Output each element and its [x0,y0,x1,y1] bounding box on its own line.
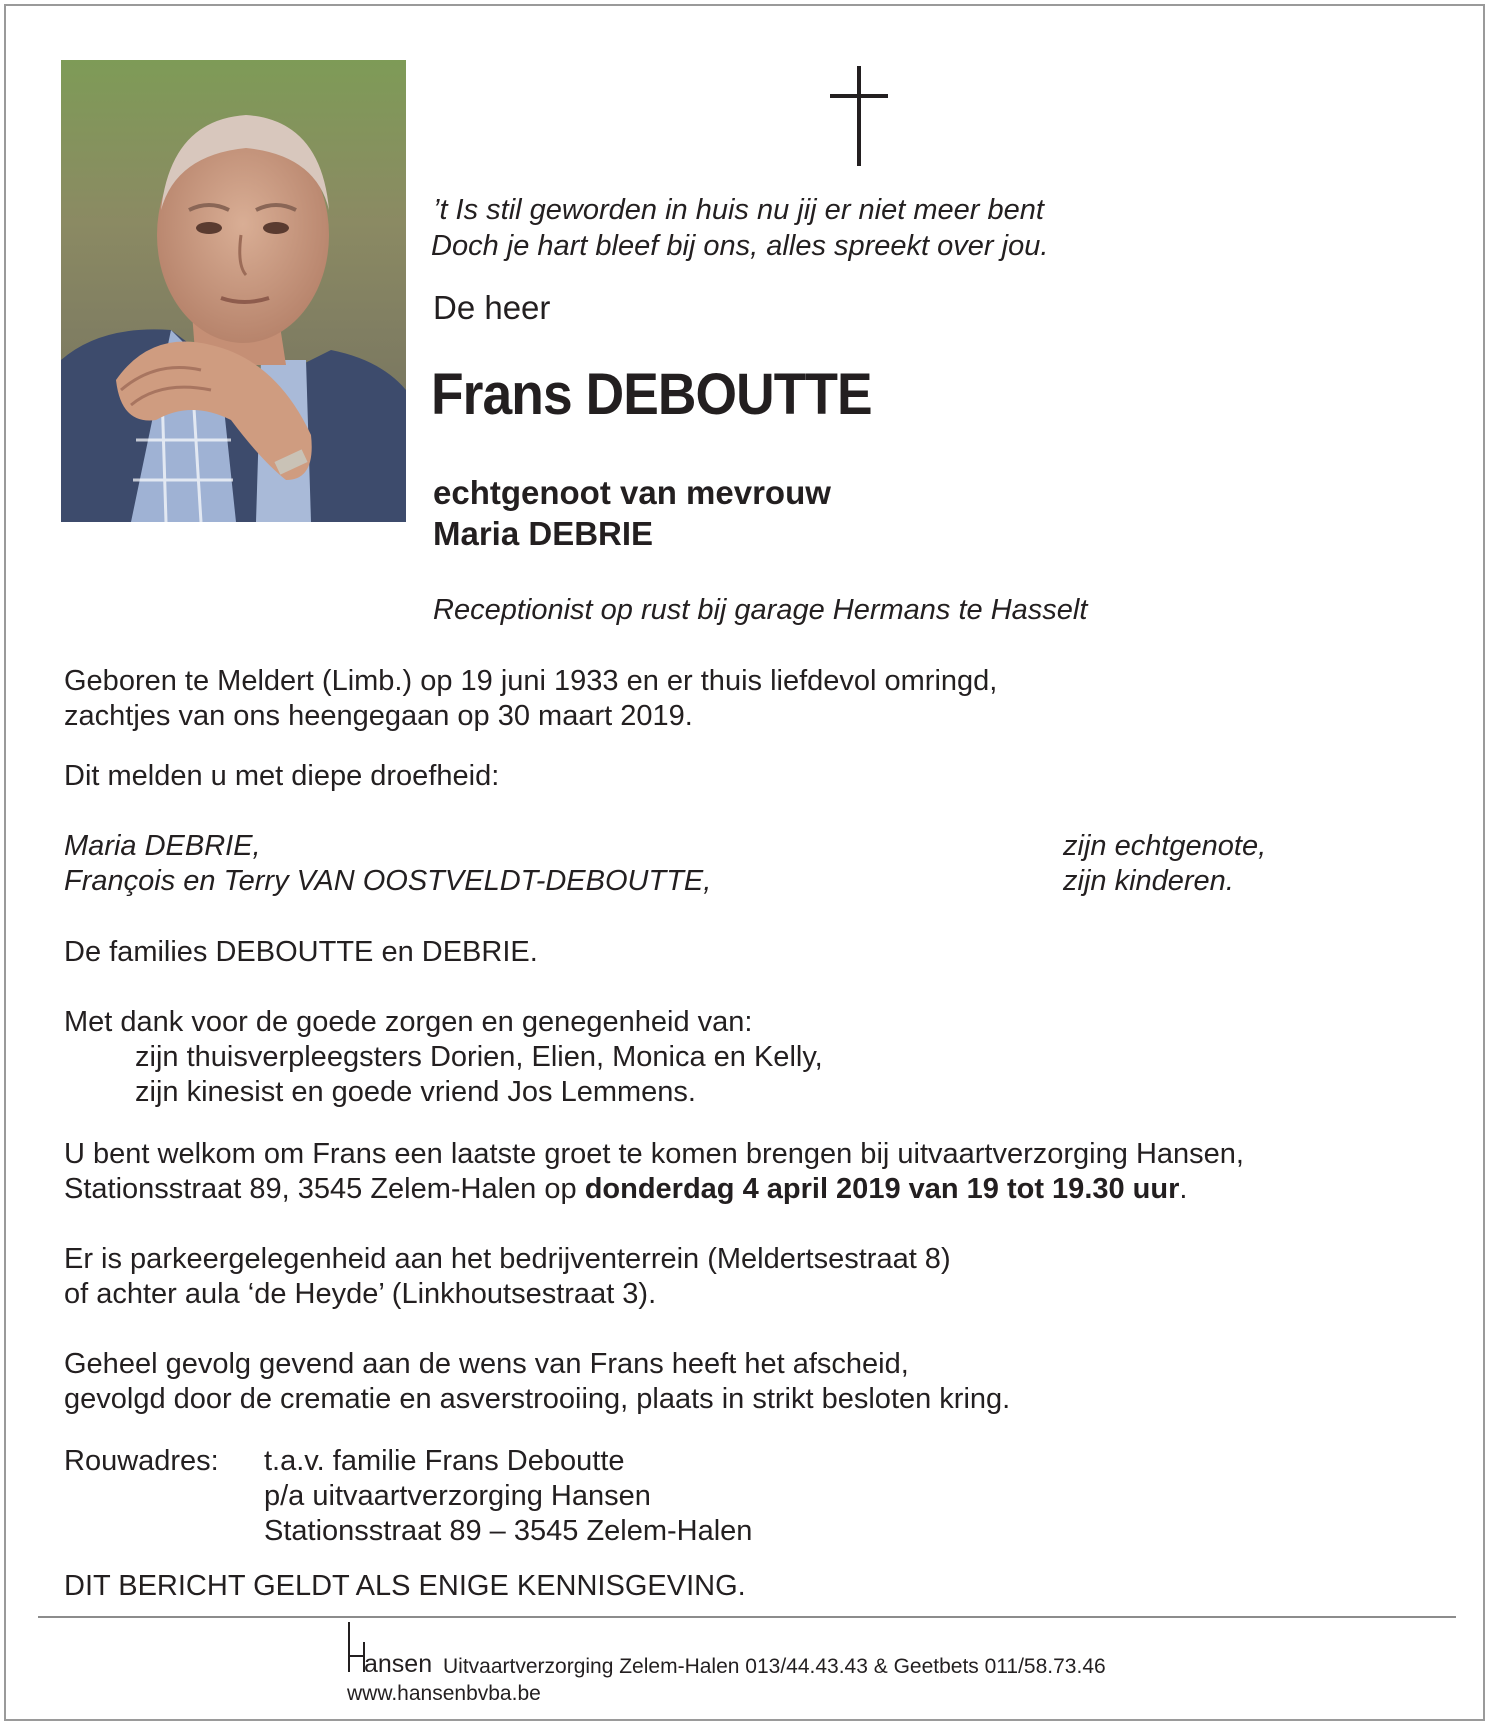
mourner-relation: zijn echtgenote, [1063,830,1267,862]
occupation: Receptionist op rust bij garage Hermans te Hasselt [433,594,1088,626]
birth-line-2: zachtjes van ons heengegaan op 30 maart 2019. [64,700,693,732]
thanks-item: zijn kinesist en goede vriend Jos Lemmens. [135,1076,696,1108]
verse-line-1: ’t Is stil geworden in huis nu jij er niet meer bent [433,194,1044,226]
footer-divider [38,1616,1456,1618]
obituary-card [4,4,1485,1721]
spouse-line-2: Maria DEBRIE [433,515,654,552]
deceased-name: Frans DEBOUTTE [431,362,872,427]
footer-website[interactable]: www.hansenbvba.be [347,1682,541,1705]
mourner-name: Maria DEBRIE, [64,830,261,862]
address-line: Stationsstraat 89 – 3545 Zelem-Halen [264,1515,753,1547]
thanks-item: zijn thuisverpleegsters Dorien, Elien, Monica en Kelly, [135,1041,823,1073]
families-text: De families DEBOUTTE en DEBRIE. [64,936,538,968]
announce-text: Dit melden u met diepe droefheid: [64,760,500,792]
visit-period: . [1179,1173,1188,1205]
visit-line-1: U bent welkom om Frans een laatste groet te komen brengen bij uitvaartverzorging Hansen, [64,1138,1244,1170]
farewell-line-1: Geheel gevolg gevend aan de wens van Frans heeft het afscheid, [64,1348,909,1380]
portrait-photo [61,60,406,522]
title-prefix: De heer [433,289,551,326]
parking-line-2: of achter aula ‘de Heyde’ (Linkhoutsestraat 3). [64,1278,657,1310]
parking-line-1: Er is parkeergelegenheid aan het bedrijventerrein (Meldertsestraat 8) [64,1243,951,1275]
thanks-intro: Met dank voor de goede zorgen en genegenheid van: [64,1006,753,1038]
mourner-relation: zijn kinderen. [1063,865,1234,897]
spouse-line-1: echtgenoot van mevrouw [433,474,831,511]
footer-brand: ansen [364,1650,433,1678]
visit-datetime: donderdag 4 april 2019 van 19 tot 19.30 uur [584,1173,1180,1205]
footer-contact: Uitvaartverzorging Zelem-Halen 013/44.43.43 & Geetbets 011/58.73.46 [443,1655,1106,1678]
verse-line-2: Doch je hart bleef bij ons, alles spreekt over jou. [431,230,1049,262]
address-line: p/a uitvaartverzorging Hansen [264,1480,651,1512]
address-label: Rouwadres: [64,1445,219,1477]
farewell-line-2: gevolgd door de crematie en asverstrooiing, plaats in strikt besloten kring. [64,1383,1011,1415]
visit-address: Stationsstraat 89, 3545 Zelem-Halen op [64,1173,585,1205]
birth-line-1: Geboren te Meldert (Limb.) op 19 juni 1933 en er thuis liefdevol omringd, [64,665,998,697]
notice-text: DIT BERICHT GELDT ALS ENIGE KENNISGEVING. [64,1570,746,1602]
cross-icon [829,66,889,166]
mourner-name: François en Terry VAN OOSTVELDT-DEBOUTTE, [64,865,712,897]
address-line: t.a.v. familie Frans Deboutte [264,1445,625,1477]
visit-line-2 [64,1172,1187,1207]
